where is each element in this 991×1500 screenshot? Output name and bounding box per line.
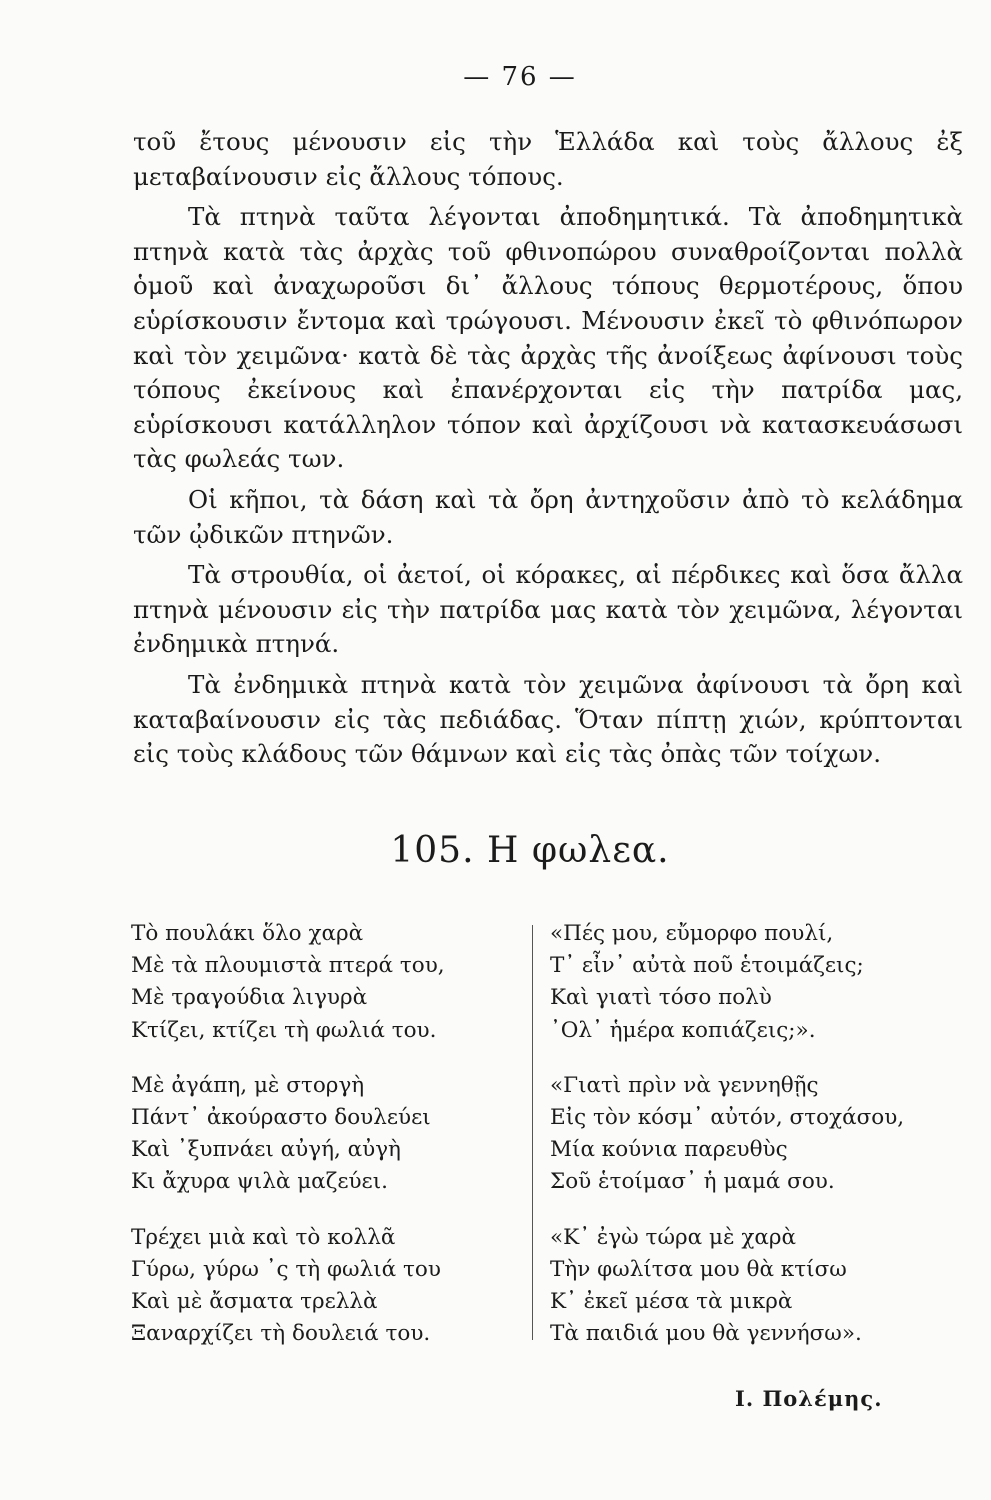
poem-line: Ξαναρχίζει τὴ δουλειά του. [131,1321,431,1347]
poem-line: Τ᾽ εἶν᾽ αὐτὰ ποῦ ἑτοιμάζεις; [550,953,864,979]
poem-line: Κτίζει, κτίζει τὴ φωλιά του. [131,1017,437,1043]
poem-line: Γύρω, γύρω ᾽ς τὴ φωλιά του [131,1256,441,1282]
prose-paragraph: Οἱ κῆποι, τὰ δάση καὶ τὰ ὄρη ἀντηχοῦσιν ἀπὸ τὸ κελάδημα τῶν ᾠδικῶν πτηνῶν. [133,484,963,549]
poem-line: Μὲ τὰ πλουμιστὰ πτερά του, [131,953,445,979]
poem-line: Μὲ τραγούδια λιγυρὰ [131,985,368,1011]
poem-line: Μία κούνια παρευθὺς [550,1137,788,1163]
poem-stanza [131,1222,511,1351]
poem-line: Καὶ μὲ ἄσματα τρελλὰ [131,1289,378,1315]
poem-line: «Κ᾽ ἐγὼ τώρα μὲ χαρὰ [550,1224,797,1250]
poem-stanza [131,918,511,1047]
prose-paragraph: Τὰ στρουθία, οἱ ἀετοί, οἱ κόρακες, αἱ πέρδικες καὶ ὅσα ἄλλα πτηνὰ μένουσιν εἰς τὴν πατρίδα μας κατὰ τὸν χειμῶνα, λέγονται ἐνδημικὰ πτηνά. [133,560,963,659]
page-number: — 76 — [463,62,577,92]
poem-line: Τὴν φωλίτσα μου θὰ κτίσω [550,1256,847,1282]
poem-line: Τὰ παιδιά μου θὰ γεννήσω». [550,1321,862,1347]
poem-line: Τρέχει μιὰ καὶ τὸ κολλᾶ [131,1224,396,1250]
poem-stanza [550,1222,930,1351]
poem-line: Σοῦ ἑτοίμασ᾽ ἡ μαμά σου. [550,1169,835,1195]
poem-stanza [131,1070,511,1199]
prose-section [133,125,963,778]
prose-paragraph: Τὰ πτηνὰ ταῦτα λέγονται ἀποδημητικά. Τὰ ἀποδημητικὰ πτηνὰ κατὰ τὰς ἀρχὰς τοῦ φθινοπώρου συναθροίζονται πολλὰ ὁμοῦ καὶ ἀναχωροῦσι δι᾽ ἄλλους τόπους θερμοτέρους, ὅπου εὑρίσκουσιν ἔντομα καὶ τρώγουσι. Μένουσιν ἐκεῖ τὸ φθινόπωρον καὶ τὸν χειμῶνα· κατὰ δὲ τὰς ἀρχὰς τῆς ἀνοίξεως ἀφίνουσι τοὺς τόπους ἐκείνους καὶ ἐπανέρχονται εἰς τὴν πατρίδα μας, εὑρίσκουσι κατάλληλον τόπον καὶ ἀρχίζουσι νὰ κατασκευάσωσι τὰς φωλεάς των. [133,202,963,474]
poem-left-column [131,918,511,1373]
author-signature: Ι. Πολέμης. [735,1386,883,1411]
poem-line: Πάντ᾽ ἀκούραστο δουλεύει [131,1105,431,1131]
poem-stanza [550,1070,930,1199]
poem-line: Τὸ πουλάκι ὅλο χαρὰ [131,921,364,946]
poem-line: ᾽Ολ᾽ ἡμέρα κοπιάζεις;». [550,1017,816,1043]
poem-line: Εἰς τὸν κόσμ᾽ αὐτόν, στοχάσου, [550,1105,905,1131]
poem-right-column [550,918,930,1373]
poem-line: Καὶ γιατὶ τόσο πολὺ [550,985,772,1011]
poem-line: Κι ἄχυρα ψιλὰ μαζεύει. [131,1169,388,1195]
poem-line: Κ᾽ ἐκεῖ μέσα τὰ μικρὰ [550,1289,793,1315]
poem-stanza [550,918,930,1047]
column-divider [532,925,533,1340]
prose-paragraph: Τὰ ἐνδημικὰ πτηνὰ κατὰ τὸν χειμῶνα ἀφίνουσι τὰ ὄρη καὶ καταβαίνουσιν εἰς τὰς πεδιάδας. Ὅταν πίπτῃ χιών, κρύπτονται εἰς τοὺς κλάδους τῶν θάμνων καὶ εἰς τὰς ὀπὰς τῶν τοίχων. [133,669,963,769]
prose-paragraph: τοῦ ἔτους μένουσιν εἰς τὴν Ἑλλάδα καὶ τοὺς ἄλλους ἐξ μεταβαίνουσιν εἰς ἄλλους τόπους. [133,127,963,191]
poem-line: «Γιατὶ πρὶν νὰ γεννηθῇς [550,1072,819,1098]
poem-title: 105. Η φωλεα. [390,830,670,871]
poem-line: Καὶ ᾽ξυπνάει αὐγή, αὐγὴ [131,1137,401,1163]
poem-line: Μὲ ἀγάπη, μὲ στοργὴ [131,1072,365,1098]
poem-line: «Πές μου, εὔμορφο πουλί, [550,921,834,946]
